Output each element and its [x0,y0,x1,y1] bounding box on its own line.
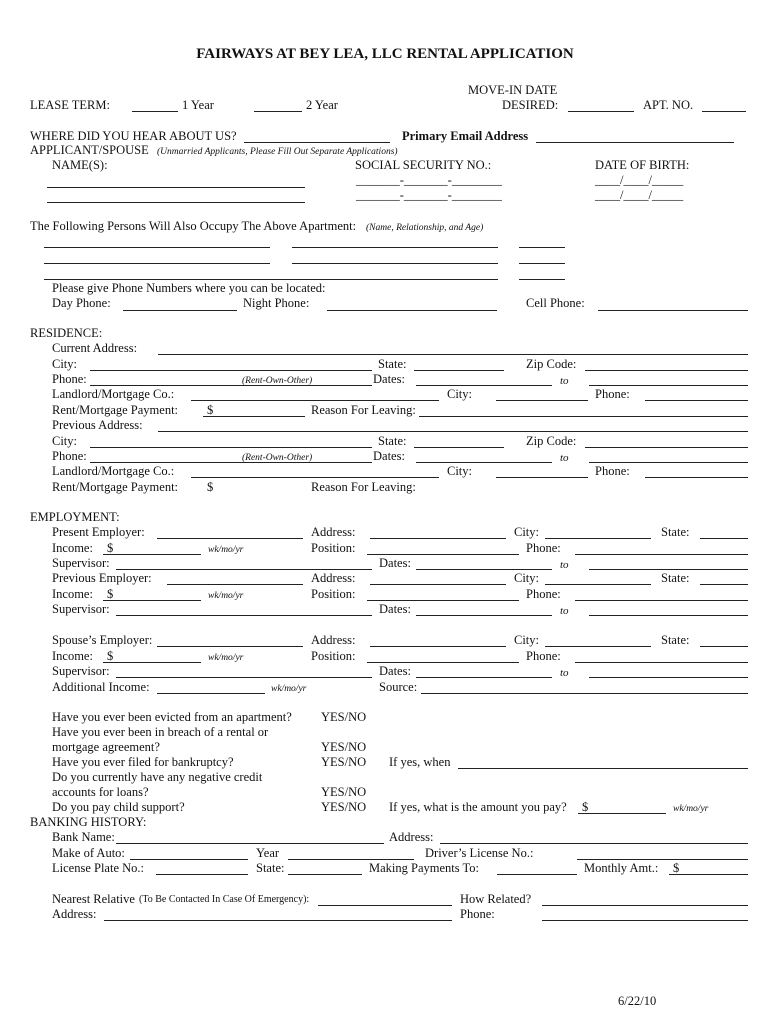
spouse-dates-to: to [560,667,569,679]
previous-dates-to-field[interactable] [589,615,748,616]
spouse-dates-to-field[interactable] [589,677,748,678]
two-year-label: 2 Year [306,98,338,112]
monthly-amt-label: Monthly Amt.: [584,861,659,875]
dates-to: to [560,375,569,387]
reason-field[interactable] [419,416,748,417]
spouse-employer-label: Spouse’s Employer: [52,633,153,647]
child-support-period: wk/mo/yr [673,804,709,814]
ssn-field-1[interactable]: _______-_______-________ [356,173,502,187]
present-dates-label: Dates: [379,556,411,570]
plate-state-field[interactable] [288,874,362,875]
occupant-age-1[interactable] [519,247,565,248]
spouse-phone-field[interactable] [575,662,748,663]
prev-dates-to-field[interactable] [589,462,748,463]
previous-phone-label: Phone: [526,587,561,601]
previous-phone-field[interactable] [575,600,748,601]
child-support-yesno[interactable]: YES/NO [321,800,367,814]
payments-to-label: Making Payments To: [369,861,480,875]
spouse-state-field[interactable] [700,646,748,647]
previous-employer-field[interactable] [167,584,303,585]
dob-field-2[interactable]: ____/____/_____ [595,188,684,202]
payment-field[interactable] [203,416,305,417]
spouse-city-label: City: [514,633,540,647]
credit-question-2: accounts for loans? [52,785,149,799]
zip-field[interactable] [585,370,748,371]
one-year-label: 1 Year [182,98,214,112]
credit-question-1: Do you currently have any negative credit [52,770,263,784]
prev-phone-field[interactable] [90,462,372,463]
landlord-city-label: City: [447,387,473,401]
present-phone-label: Phone: [526,541,561,555]
prev-state-label: State: [378,434,407,448]
present-supervisor-field[interactable] [116,569,372,570]
auto-make-field[interactable] [130,859,248,860]
landlord-phone-field[interactable] [645,400,748,401]
spouse-supervisor-field[interactable] [116,677,372,678]
banking-heading: BANKING HISTORY: [30,815,147,829]
previous-city-field[interactable] [545,584,651,585]
bank-address-label: Address: [389,830,434,844]
prev-payment-label: Rent/Mortgage Payment: [52,480,179,494]
present-position-field[interactable] [367,554,519,555]
landlord-label: Landlord/Mortgage Co.: [52,387,175,401]
bankruptcy-when-field[interactable] [458,768,748,769]
prev-dates-to: to [560,452,569,464]
present-phone-field[interactable] [575,554,748,555]
spouse-income-label: Income: [52,649,93,663]
present-address-field[interactable] [370,538,506,539]
child-support-dollar: $ [582,800,589,814]
night-phone-field[interactable] [327,310,497,311]
child-support-amount-field[interactable] [578,813,666,814]
city-field[interactable] [90,370,372,371]
night-phone-label: Night Phone: [243,296,310,310]
breach-question-2: mortgage agreement? [52,740,160,754]
evicted-question: Have you ever been evicted from an apartment? [52,710,292,724]
name-field-1[interactable] [47,187,305,188]
employment-heading: EMPLOYMENT: [30,510,120,524]
two-year-field[interactable] [254,111,302,112]
bankruptcy-question: Have you ever filed for bankruptcy? [52,755,234,769]
relative-phone-field[interactable] [542,920,748,921]
landlord-phone-label: Phone: [595,387,630,401]
monthly-amt-field[interactable] [669,874,748,875]
previous-address-field[interactable] [158,431,748,432]
landlord-field[interactable] [191,400,439,401]
bank-address-field[interactable] [440,843,748,844]
apt-no-label: APT. NO. [643,98,694,112]
state-field[interactable] [414,370,504,371]
occupants-note: (Name, Relationship, and Age) [366,223,484,233]
prev-landlord-city-label: City: [447,464,473,478]
spouse-employer-field[interactable] [157,646,303,647]
prev-state-field[interactable] [414,447,504,448]
occupant-line-3[interactable] [44,279,498,280]
previous-state-field[interactable] [700,584,748,585]
occupant-age-2[interactable] [519,263,565,264]
dates-to-field[interactable] [589,385,748,386]
previous-dates-to: to [560,605,569,617]
names-label: NAME(S): [52,158,108,172]
reason-label: Reason For Leaving: [311,403,416,417]
zip-label: Zip Code: [526,357,577,371]
prev-zip-field[interactable] [585,447,748,448]
breach-question-1: Have you ever been in breach of a rental or [52,725,269,739]
spouse-dates-label: Dates: [379,664,411,678]
occupant-name-2[interactable] [44,263,270,264]
additional-income-field[interactable] [157,693,265,694]
auto-year-label: Year [256,846,280,860]
cell-phone-field[interactable] [598,310,748,311]
dates-label: Dates: [373,372,405,386]
prev-reason-label: Reason For Leaving: [311,480,416,494]
present-dates-to: to [560,559,569,571]
current-address-label: Current Address: [52,341,138,355]
nearest-relative-note: (To Be Contacted In Case Of Emergency): [139,894,310,905]
day-phone-label: Day Phone: [52,296,111,310]
present-address-label: Address: [311,525,356,539]
relative-address-field[interactable] [104,920,452,921]
bankruptcy-when-label: If yes, when [389,755,451,769]
present-employer-label: Present Employer: [52,525,145,539]
additional-income-period: wk/mo/yr [271,684,307,694]
spouse-position-field[interactable] [367,662,519,663]
evicted-yesno[interactable]: YES/NO [321,710,367,724]
rent-own-note: (Rent-Own-Other) [242,376,313,386]
city-label: City: [52,357,78,371]
applicant-heading: APPLICANT/SPOUSE [30,143,149,157]
day-phone-field[interactable] [123,310,237,311]
previous-dates-from-field[interactable] [416,615,552,616]
one-year-field[interactable] [132,111,178,112]
apt-no-field[interactable] [702,111,746,112]
current-address-field[interactable] [158,354,748,355]
previous-supervisor-field[interactable] [116,615,372,616]
previous-income-field[interactable] [103,600,201,601]
spouse-city-field[interactable] [545,646,651,647]
previous-income-period: wk/mo/yr [208,591,244,601]
occupants-label: The Following Persons Will Also Occupy The Above Apartment: [30,219,357,233]
prev-city-label: City: [52,434,78,448]
spouse-state-label: State: [661,633,690,647]
previous-address-label: Previous Address: [52,418,143,432]
previous-city-label: City: [514,571,540,585]
plate-state-label: State: [256,861,285,875]
lease-term-label: LEASE TERM: [30,98,110,112]
how-related-field[interactable] [542,905,748,906]
auto-year-field[interactable] [288,859,414,860]
move-in-label: MOVE-IN DATE [468,83,558,97]
spouse-income-field[interactable] [103,662,201,663]
where-hear-label: WHERE DID YOU HEAR ABOUT US? [30,129,237,143]
source-field[interactable] [421,693,748,694]
present-income-dollar: $ [107,541,114,555]
present-state-label: State: [661,525,690,539]
res-phone-field[interactable] [90,385,372,386]
prev-landlord-phone-field[interactable] [645,477,748,478]
relative-address-label: Address: [52,907,97,921]
payment-dollar: $ [207,403,214,417]
previous-position-label: Position: [311,587,356,601]
credit-yesno[interactable]: YES/NO [321,785,367,799]
prev-phone-label: Phone: [52,449,87,463]
nearest-relative-label: Nearest Relative [52,892,135,906]
where-hear-field[interactable] [244,142,390,143]
prev-landlord-field[interactable] [191,477,439,478]
previous-dates-label: Dates: [379,602,411,616]
spouse-income-period: wk/mo/yr [208,653,244,663]
prev-city-field[interactable] [90,447,372,448]
child-support-question: Do you pay child support? [52,800,185,814]
cell-phone-label: Cell Phone: [526,296,585,310]
auto-make-label: Make of Auto: [52,846,125,860]
spouse-address-label: Address: [311,633,356,647]
present-income-field[interactable] [103,554,201,555]
move-in-date-field[interactable] [568,111,634,112]
occupant-relation-2[interactable] [292,263,498,264]
landlord-city-field[interactable] [496,400,588,401]
present-state-field[interactable] [700,538,748,539]
ssn-label: SOCIAL SECURITY NO.: [355,158,492,172]
prev-zip-label: Zip Code: [526,434,577,448]
previous-position-field[interactable] [367,600,519,601]
present-city-field[interactable] [545,538,651,539]
prev-landlord-city-field[interactable] [496,477,588,478]
spouse-position-label: Position: [311,649,356,663]
spouse-supervisor-label: Supervisor: [52,664,110,678]
previous-address-emp-label: Address: [311,571,356,585]
prev-dates-label: Dates: [373,449,405,463]
ssn-field-2[interactable]: _______-_______-________ [356,188,502,202]
monthly-amt-dollar: $ [673,861,680,875]
previous-supervisor-label: Supervisor: [52,602,110,616]
residence-heading: RESIDENCE: [30,326,103,340]
breach-yesno[interactable]: YES/NO [321,740,367,754]
present-employer-field[interactable] [157,538,303,539]
payments-to-field[interactable] [497,874,577,875]
email-label: Primary Email Address [402,129,529,143]
spouse-dates-from-field[interactable] [416,677,552,678]
bankruptcy-yesno[interactable]: YES/NO [321,755,367,769]
spouse-income-dollar: $ [107,649,114,663]
how-related-label: How Related? [460,892,532,906]
prev-landlord-label: Landlord/Mortgage Co.: [52,464,175,478]
prev-rent-own-note: (Rent-Own-Other) [242,453,313,463]
footer-date: 6/22/10 [618,994,657,1008]
res-phone-label: Phone: [52,372,87,386]
spouse-address-field[interactable] [370,646,506,647]
plate-field[interactable] [156,874,248,875]
bank-name-label: Bank Name: [52,830,115,844]
child-support-amount-label: If yes, what is the amount you pay? [389,800,567,814]
previous-income-dollar: $ [107,587,114,601]
occupant-relation-1[interactable] [292,247,498,248]
name-field-2[interactable] [47,202,305,203]
prev-payment-dollar: $ [207,480,214,494]
relative-phone-label: Phone: [460,907,495,921]
spouse-phone-label: Phone: [526,649,561,663]
desired-label: DESIRED: [502,98,559,112]
prev-landlord-phone-label: Phone: [595,464,630,478]
license-field[interactable] [577,859,748,860]
present-position-label: Position: [311,541,356,555]
plate-label: License Plate No.: [52,861,144,875]
email-field[interactable] [536,142,734,143]
phones-intro: Please give Phone Numbers where you can be located: [52,281,326,295]
dates-from-field[interactable] [416,385,552,386]
prev-dates-from-field[interactable] [416,462,552,463]
nearest-relative-field[interactable] [318,905,452,906]
dob-field-1[interactable]: ____/____/_____ [595,173,684,187]
present-income-label: Income: [52,541,93,555]
applicant-note: (Unmarried Applicants, Please Fill Out Separate Applications) [157,147,398,157]
previous-income-label: Income: [52,587,93,601]
bank-name-field[interactable] [116,843,384,844]
present-dates-from-field[interactable] [416,569,552,570]
previous-state-label: State: [661,571,690,585]
payment-label: Rent/Mortgage Payment: [52,403,179,417]
present-supervisor-label: Supervisor: [52,556,110,570]
previous-address-emp-field[interactable] [370,584,506,585]
present-dates-to-field[interactable] [589,569,748,570]
occupant-name-1[interactable] [44,247,270,248]
page-title: FAIRWAYS AT BEY LEA, LLC RENTAL APPLICATION [196,46,574,62]
occupant-age-3[interactable] [519,279,565,280]
state-label: State: [378,357,407,371]
source-label: Source: [379,680,418,694]
license-label: Driver’s License No.: [425,846,534,860]
additional-income-label: Additional Income: [52,680,150,694]
present-income-period: wk/mo/yr [208,545,244,555]
previous-employer-label: Previous Employer: [52,571,152,585]
dob-label: DATE OF BIRTH: [595,158,690,172]
present-city-label: City: [514,525,540,539]
